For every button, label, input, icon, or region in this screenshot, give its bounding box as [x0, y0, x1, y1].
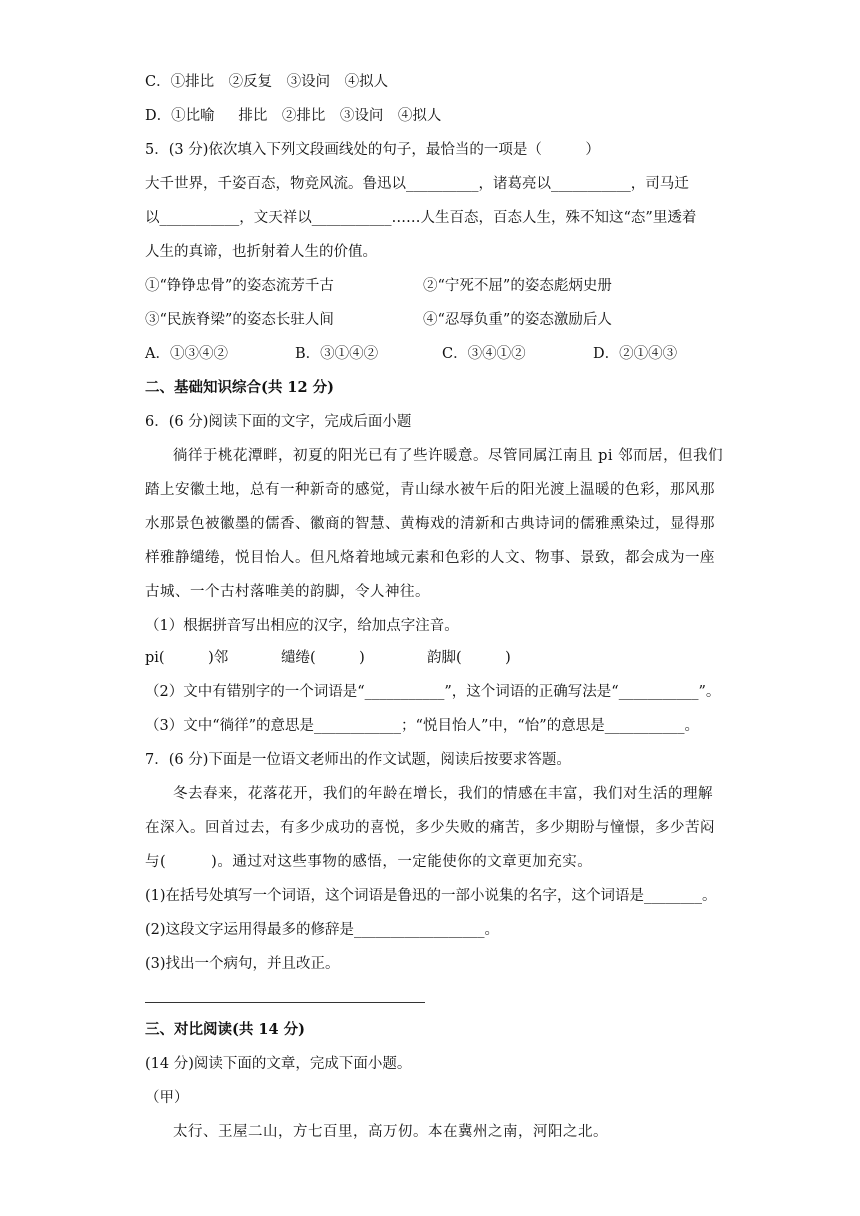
q6-passage-line-3: 水那景色被徽墨的儒香、徽商的智慧、黄梅戏的清新和古典诗词的儒雅熏染过，显得那: [145, 516, 715, 532]
q6-sub-3: （3）文中“徜徉”的意思是____________；“悦目怡人”中，“怡”的意思是___________。: [145, 718, 699, 734]
q6-sub-2: （2）文中有错别字的一个词语是“___________”，这个词语的正确写法是“___________”。: [145, 684, 721, 700]
q5-stem: 5．(3 分)依次填入下列文段画线处的句子，最恰当的一项是（ ）: [145, 142, 600, 158]
answer-line: [145, 1002, 425, 1003]
q6-passage-line-5: 古城、一个古村落唯美的韵脚，令人神往。: [145, 584, 430, 600]
q5-choice-b: B．③①④②: [295, 346, 379, 362]
q7-stem: 7．(6 分)下面是一位语文老师出的作文试题，阅读后按要求答题。: [145, 752, 571, 768]
q7-passage-line-3: 与( )。通过对这些事物的感悟，一定能使你的文章更加充实。: [145, 854, 593, 870]
q4-option-c: C．①排比 ②反复 ③设问 ④拟人: [145, 74, 389, 90]
passage-jia-line-1: 太行、王屋二山，方七百里，高万仞。本在冀州之南，河阳之北。: [173, 1124, 608, 1140]
q4-option-d: D．①比喻 排比 ②排比 ③设问 ④拟人: [145, 108, 442, 124]
q5-choice-c: C．③④①②: [442, 346, 526, 362]
q5-passage-line-1: 大千世界，千姿百态，物竞风流。鲁迅以__________，诸葛亮以___________，司马迁: [145, 176, 689, 192]
q6-passage-line-2: 踏上安徽土地，总有一种新奇的感觉，青山绿水被午后的阳光渡上温暖的色彩，那风那: [145, 482, 715, 498]
q7-passage-line-1: 冬去春来，花落花开，我们的年龄在增长，我们的情感在丰富，我们对生活的理解: [173, 786, 713, 802]
q7-sub-3: (3)找出一个病句，并且改正。: [145, 956, 340, 972]
q6-blank-yunjiao: 韵脚( ): [427, 650, 511, 666]
q5-choice-a: A．①③④②: [145, 346, 228, 362]
q5-item-3: ③“民族脊梁”的姿态长驻人间: [145, 312, 334, 328]
q7-sub-2: (2)这段文字运用得最多的修辞是__________________。: [145, 922, 500, 938]
q6-blank-qianquan: 缱绻( ): [281, 650, 365, 666]
q5-choice-d: D．②①④③: [593, 346, 678, 362]
section-3-stem: (14 分)阅读下面的文章，完成下面小题。: [145, 1056, 412, 1072]
section-2-heading: 二、基础知识综合(共 12 分): [145, 379, 334, 396]
q6-sub-1: （1）根据拼音写出相应的汉字，给加点字注音。: [145, 618, 459, 634]
q6-passage-line-1: 徜徉于桃花潭畔，初夏的阳光已有了些许暖意。尽管同属江南且 pi 邻而居，但我们: [173, 448, 724, 464]
q7-passage-line-2: 在深入。回首过去，有多少成功的喜悦，多少失败的痛苦，多少期盼与憧憬，多少苦闷: [145, 820, 715, 836]
q7-sub-1: (1)在括号处填写一个词语，这个词语是鲁迅的一部小说集的名字，这个词语是________。: [145, 888, 717, 904]
q6-stem: 6．(6 分)阅读下面的文字，完成后面小题: [145, 414, 412, 430]
q5-passage-line-3: 人生的真谛，也折射着人生的价值。: [145, 244, 377, 260]
passage-jia-label: （甲）: [145, 1090, 189, 1106]
q6-blank-pi: pi( )邻: [145, 650, 229, 666]
q5-item-1: ①“铮铮忠骨”的姿态流芳千古: [145, 278, 334, 294]
section-3-heading: 三、对比阅读(共 14 分): [145, 1021, 305, 1038]
q5-item-4: ④“忍辱负重”的姿态激励后人: [423, 312, 612, 328]
q5-item-2: ②“宁死不屈”的姿态彪炳史册: [423, 278, 612, 294]
q5-passage-line-2: 以___________，文天祥以___________……人生百态，百态人生，殊不知这“态”里透着: [145, 210, 697, 226]
q6-passage-line-4: 样雅静缱绻，悦目怡人。但凡烙着地域元素和色彩的人文、物事、景致，都会成为一座: [145, 550, 715, 566]
